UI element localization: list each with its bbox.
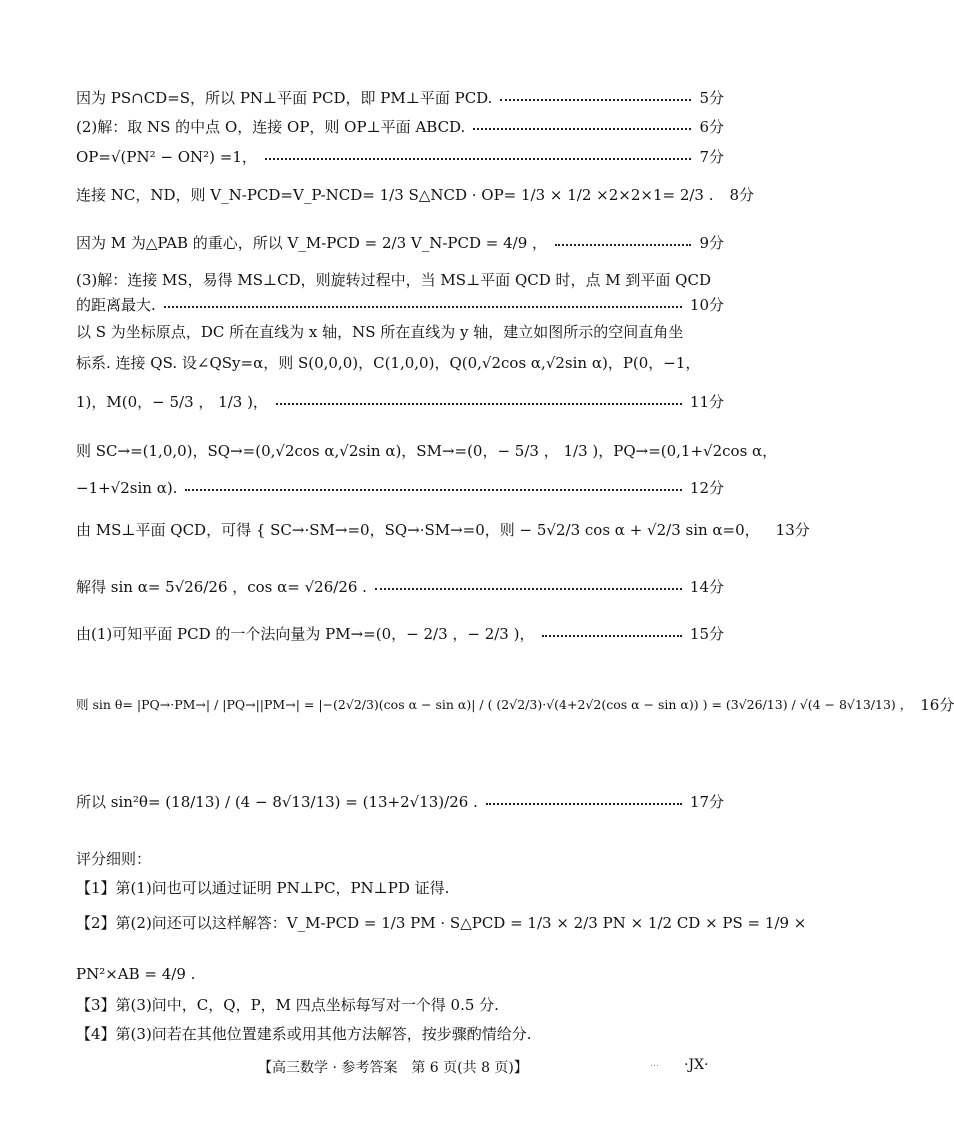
line-score: 15分 bbox=[689, 625, 724, 643]
footer-mark: … bbox=[650, 1059, 659, 1069]
solution-line bbox=[76, 185, 755, 205]
leader-dots bbox=[185, 489, 681, 491]
line-score: 8分 bbox=[729, 186, 755, 204]
footer-code: ·JX· bbox=[684, 1057, 709, 1073]
line-score: 13分 bbox=[775, 521, 810, 539]
note-item: 【4】第(3)问若在其他位置建系或用其他方法解答，按步骤酌情给分. bbox=[76, 1025, 532, 1043]
leader-dots bbox=[542, 635, 681, 637]
line-text: 由 MS⊥平面 QCD，可得 { SC→·SM→=0，SQ→·SM→=0，则 − 5√2/3 cos α + √2/3 sin α=0， bbox=[76, 521, 760, 539]
solution-line bbox=[76, 695, 954, 715]
notes-title: 评分细则： bbox=[76, 850, 152, 868]
line-text: 由(1)可知平面 PCD 的一个法向量为 PM→=(0，− 2/3 ，− 2/3 )， bbox=[76, 625, 535, 643]
line-score: 12分 bbox=[689, 479, 724, 497]
solution-line bbox=[76, 295, 724, 315]
line-text: −1+√2sin α). bbox=[76, 479, 178, 497]
line-text: 1)，M(0，− 5/3 ， 1/3 )， bbox=[76, 393, 268, 411]
note-item: 【2】第(2)问还可以这样解答：V_M-PCD = 1/3 PM · S△PCD = 1/3 × 2/3 PN × 1/2 CD × PS = 1/9 × bbox=[76, 914, 807, 932]
line-text: 所以 sin²θ= (18/13) / (4 − 8√13/13) = (13+2√13)/26 . bbox=[76, 793, 478, 811]
line-score: 10分 bbox=[689, 296, 724, 314]
note-item: PN²×AB = 4/9 . bbox=[76, 965, 196, 983]
solution-line: 则 SC→=(1,0,0)，SQ→=(0,√2cos α,√2sin α)，SM→=(0，− 5/3 ， 1/3 )，PQ→=(0,1+√2cos α， bbox=[76, 442, 778, 460]
line-score: 14分 bbox=[689, 578, 724, 596]
footer-page-info: 【高三数学 · 参考答案 第 6 页(共 8 页)】 bbox=[258, 1060, 528, 1076]
line-text: 因为 PS∩CD=S，所以 PN⊥平面 PCD，即 PM⊥平面 PCD. bbox=[76, 89, 493, 107]
leader-dots bbox=[473, 128, 691, 130]
solution-line bbox=[76, 624, 724, 644]
solution-line bbox=[76, 792, 724, 812]
note-item: 【1】第(1)问也可以通过证明 PN⊥PC，PN⊥PD 证得. bbox=[76, 879, 450, 897]
leader-dots bbox=[164, 306, 682, 308]
solution-line bbox=[76, 520, 810, 540]
solution-line bbox=[76, 117, 724, 137]
note-item: 【3】第(3)问中，C，Q，P，M 四点坐标每写对一个得 0.5 分. bbox=[76, 996, 499, 1014]
leader-dots bbox=[276, 403, 682, 405]
line-text: 则 sin θ= |PQ→·PM→| / |PQ→||PM→| = |−(2√2/3)(cos α − sin α)| / ( (2√2/3)·√(4+2√2(cos α − sin α)) ) = (3√26/13) / √(4 − 8√13/13) ， bbox=[76, 697, 913, 712]
solution-line bbox=[76, 392, 724, 412]
leader-dots bbox=[486, 803, 682, 805]
leader-dots bbox=[375, 588, 682, 590]
solution-line bbox=[76, 147, 724, 167]
line-text: 解得 sin α= 5√26/26 ，cos α= √26/26 . bbox=[76, 578, 367, 596]
line-text: OP=√(PN² − ON²) =1， bbox=[76, 148, 257, 166]
line-score: 16分 bbox=[920, 696, 954, 714]
solution-line bbox=[76, 577, 724, 597]
line-score: 5分 bbox=[699, 89, 724, 107]
solution-line bbox=[76, 88, 724, 108]
solution-line: (3)解：连接 MS，易得 MS⊥CD，则旋转过程中，当 MS⊥平面 QCD 时，点 M 到平面 QCD bbox=[76, 271, 711, 289]
line-score: 7分 bbox=[699, 148, 724, 166]
line-score: 11分 bbox=[689, 393, 724, 411]
line-text: (2)解：取 NS 的中点 O，连接 OP，则 OP⊥平面 ABCD. bbox=[76, 118, 466, 136]
solution-line: 以 S 为坐标原点，DC 所在直线为 x 轴，NS 所在直线为 y 轴，建立如图所示的空间直角坐 bbox=[76, 323, 684, 341]
leader-dots bbox=[500, 99, 691, 101]
solution-line bbox=[76, 233, 724, 253]
line-score: 6分 bbox=[699, 118, 724, 136]
line-score: 17分 bbox=[689, 793, 724, 811]
line-text: 因为 M 为△PAB 的重心，所以 V_M-PCD = 2/3 V_N-PCD = 4/9 ， bbox=[76, 234, 548, 252]
line-text: 的距离最大. bbox=[76, 296, 156, 314]
line-text: 连接 NC，ND，则 V_N-PCD=V_P-NCD= 1/3 S△NCD · OP= 1/3 × 1/2 ×2×2×1= 2/3 . bbox=[76, 186, 714, 204]
leader-dots bbox=[265, 158, 692, 160]
leader-dots bbox=[555, 244, 691, 246]
solution-line bbox=[76, 478, 724, 498]
solution-line: 标系. 连接 QS. 设∠QSy=α，则 S(0,0,0)，C(1,0,0)，Q(0,√2cos α,√2sin α)，P(0，−1， bbox=[76, 354, 701, 372]
line-score: 9分 bbox=[699, 234, 724, 252]
